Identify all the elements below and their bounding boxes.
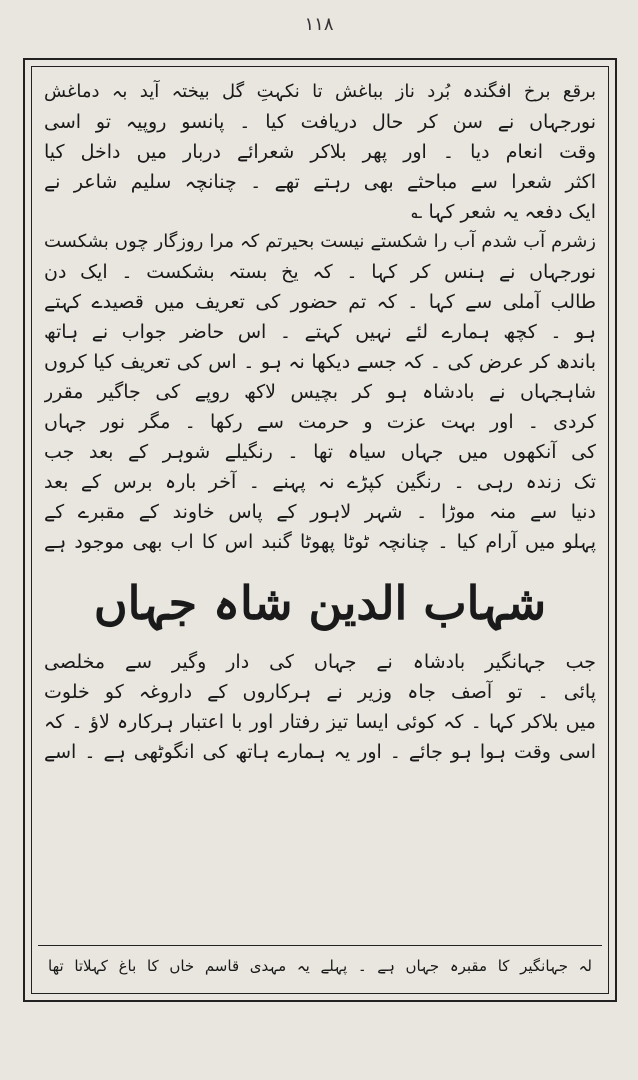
text-line: ایک دفعہ یہ شعر کہا ؎ bbox=[411, 201, 596, 223]
section-heading: شہاب الدین شاہ جہاں bbox=[93, 576, 547, 630]
text-line: اسی وقت ہوا ہو جائے ۔ اور یہ ہمارے ہاتھ کی انگوٹھی ہے ۔ اسے bbox=[44, 741, 596, 763]
text-line: تک زندہ رہی ۔ رنگین کپڑے نہ پہنے ۔ آخر بارہ برس کے بعد bbox=[44, 471, 596, 493]
text-line: کردی ۔ اور بہت عزت و حرمت سے رکھا ۔ مگر نور جہاں bbox=[44, 411, 596, 433]
text-line: میں بلاکر کہا ۔ کہ کوئی ایسا تیز رفتار اور با اعتبار ہرکارہ لاؤ ۔ کہ bbox=[44, 711, 596, 733]
text-line: نورجہاں نے ہنس کر کہا ۔ کہ یخ بستہ بشکست ۔ ایک دن bbox=[44, 261, 596, 283]
body-text bbox=[44, 77, 596, 767]
text-line: دنیا سے منہ موڑا ۔ شہر لاہور کے پاس خاوند کے مقبرے کے bbox=[44, 501, 596, 523]
verse-line: زشرم آب شدم آب را شکستے نیست بحیرتم کہ مرا روزگار چوں بشکست bbox=[44, 231, 596, 252]
text-line: شاہجہاں نے بادشاہ ہو کر بچیس لاکھ روپے کی جاگیر مقرر bbox=[44, 381, 596, 403]
text-line: اکثر شعرا سے مباحثے بھی رہتے تھے ۔ چنانچہ سلیم شاعر نے bbox=[44, 171, 596, 193]
text-line: پہلو میں آرام کیا ۔ چنانچہ ٹوٹا پھوٹا گنبد اس کا اب بھی موجود ہے bbox=[44, 531, 596, 553]
verse-line: برقع برخ افگندہ بُرد ناز بباغش تا نکہتِ گل بیختہ آید بہ دماغش bbox=[44, 81, 596, 102]
text-line: کی آنکھوں میں جہاں سیاہ تھا ۔ رنگیلے شوہر کے بعد جب bbox=[44, 441, 596, 463]
footnote: لہ جہانگیر کا مقبرہ جہاں ہے ۔ پہلے یہ مہدی قاسم خاں کا باغ کہلاتا تھا bbox=[48, 957, 592, 975]
page-number: ۱۱۸ bbox=[304, 14, 334, 35]
text-line: جب جہانگیر بادشاہ نے جہاں کی دار وگیر سے مخلصی bbox=[44, 651, 596, 673]
text-line: باندھ کر عرض کی ۔ کہ جسے دیکھا نہ ہو ۔ اس کی تعریف کیا کروں bbox=[44, 351, 596, 373]
text-line: نورجہاں نے سن کر حال دریافت کیا ۔ پانسو روپیہ تو اسی bbox=[44, 111, 596, 133]
footnote-divider bbox=[38, 945, 602, 946]
text-frame bbox=[31, 66, 609, 994]
text-line: طالب آملی سے کہا ۔ کہ تم حضور کی تعریف میں قصیدے کہتے bbox=[44, 291, 596, 313]
page-border bbox=[23, 58, 617, 1002]
text-line: ہو ۔ کچھ ہمارے لئے نہیں کہتے ۔ اس حاضر جواب نے ہاتھ bbox=[44, 321, 596, 343]
text-line: پائی ۔ تو آصف جاہ وزیر نے ہرکاروں کے داروغہ کو خلوت bbox=[44, 681, 596, 703]
text-line: وقت انعام دیا ۔ اور پھر بلاکر شعرائے دربار میں داخل کیا bbox=[44, 141, 596, 163]
